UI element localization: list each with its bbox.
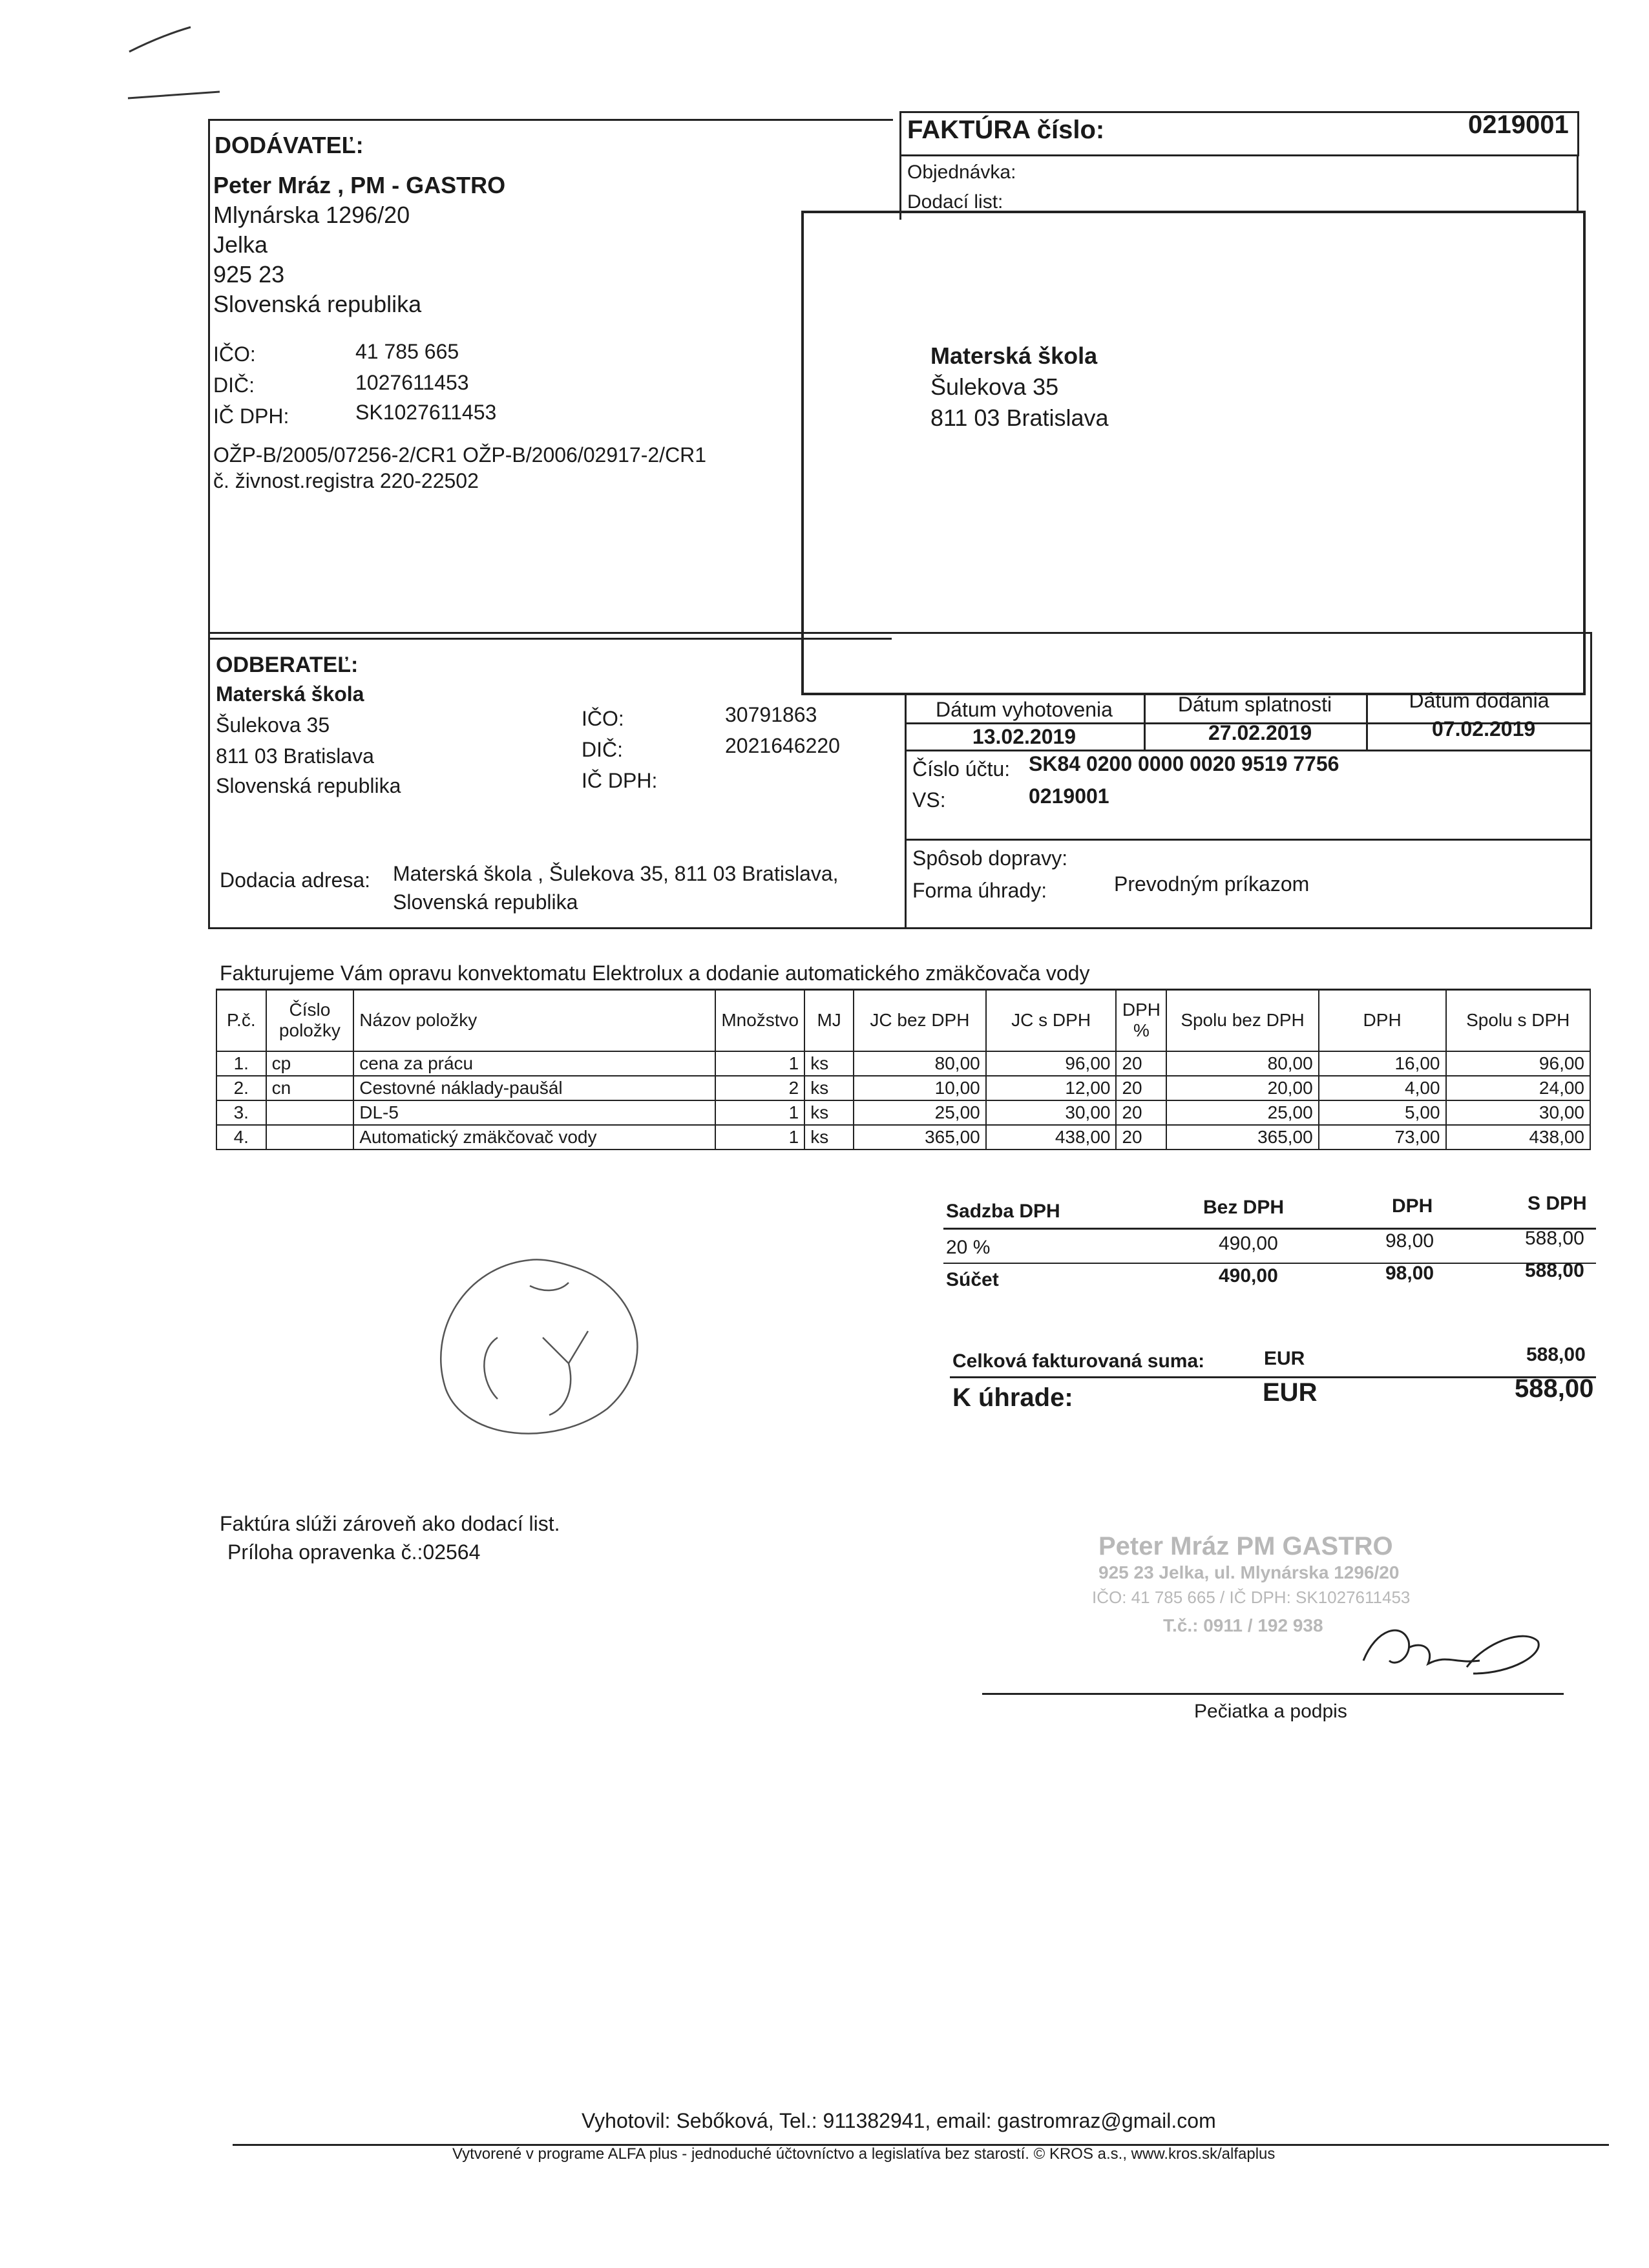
issued-date: 13.02.2019 (972, 725, 1077, 748)
col-jc-bez: JC bez DPH (854, 989, 986, 1051)
row-code: cp (266, 1051, 354, 1076)
customer-icdph-label: IČ DPH: (582, 769, 658, 792)
row-jc-s: 438,00 (986, 1125, 1117, 1150)
row-dph: 5,00 (1319, 1100, 1446, 1125)
stamp-line1: Peter Mráz PM GASTRO (1098, 1532, 1393, 1560)
delivery-address-line2: Slovenská republika (393, 890, 578, 914)
row-qty: 2 (715, 1076, 804, 1100)
row-spolu-s: 30,00 (1446, 1100, 1590, 1125)
vat-sum-dph: 98,00 (1385, 1263, 1434, 1284)
supplier-ico: 41 785 665 (355, 340, 459, 363)
payment-method: Prevodným príkazom (1114, 872, 1310, 896)
stamp-line4: T.č.: 0911 / 192 938 (1163, 1615, 1323, 1635)
row-name: Cestovné náklady-paušál (353, 1076, 715, 1100)
footer-software: Vytvorené v programe ALFA plus - jednoduché účtovníctvo a legislatíva bez starostí. © KROS a.s., www.kros.sk/alfaplus (452, 2145, 1276, 2163)
col-spolu-s: Spolu s DPH (1446, 989, 1590, 1051)
row-name: DL-5 (353, 1100, 715, 1125)
row-pct: 20 (1116, 1051, 1166, 1076)
row-code (266, 1100, 354, 1125)
row-pc: 3. (216, 1100, 266, 1125)
supplier-name: Peter Mráz , PM - GASTRO (213, 172, 506, 198)
pen-marks (116, 19, 246, 103)
row-qty: 1 (715, 1100, 804, 1125)
vat-sum-bez: 490,00 (1219, 1265, 1278, 1286)
delivery-address-label: Dodacia adresa: (220, 868, 371, 892)
vs-number: 0219001 (1029, 784, 1109, 808)
vat-s: 588,00 (1525, 1228, 1584, 1249)
total-currency: EUR (1264, 1348, 1305, 1369)
vat-sum-s: 588,00 (1525, 1260, 1584, 1281)
row-jc-s: 12,00 (986, 1076, 1117, 1100)
invoice-intro: Fakturujeme Vám opravu konvektomatu Elektrolux a dodanie automatického zmäkčovača vody (220, 961, 1090, 985)
row-pct: 20 (1116, 1076, 1166, 1100)
vat-rate: 20 % (946, 1237, 991, 1258)
col-qty: Množstvo (715, 989, 804, 1051)
row-jc-s: 96,00 (986, 1051, 1117, 1076)
supplier-trade-register: č. živnost.registra 220-22502 (213, 469, 479, 492)
row-pc: 2. (216, 1076, 266, 1100)
vat-sum-label: Súčet (946, 1269, 999, 1290)
customer-ico: 30791863 (725, 703, 817, 726)
row-spolu-bez: 25,00 (1166, 1100, 1318, 1125)
row-pc: 1. (216, 1051, 266, 1076)
supplier-city: Jelka (213, 231, 268, 258)
row-unit: ks (804, 1125, 854, 1150)
col-code: Číslo položky (266, 989, 354, 1051)
row-spolu-bez: 80,00 (1166, 1051, 1318, 1076)
total-amount: 588,00 (1526, 1344, 1586, 1365)
row-spolu-bez: 365,00 (1166, 1125, 1318, 1150)
recipient-street: Šulekova 35 (930, 373, 1059, 400)
col-unit: MJ (804, 989, 854, 1051)
delivery-date: 07.02.2019 (1432, 717, 1536, 740)
row-jc-bez: 25,00 (854, 1100, 986, 1125)
customer-street: Šulekova 35 (216, 713, 330, 737)
row-name: Automatický zmäkčovač vody (353, 1125, 715, 1150)
items-header-row (216, 989, 1590, 1051)
supplier-dic: 1027611453 (355, 371, 469, 394)
issued-date-label: Dátum vyhotovenia (936, 698, 1113, 721)
due-date: 27.02.2019 (1208, 721, 1312, 744)
due-date-label: Dátum splatnosti (1177, 693, 1332, 716)
row-pct: 20 (1116, 1100, 1166, 1125)
signature (1357, 1602, 1551, 1686)
total-label: Celková fakturovaná suma: (952, 1350, 1205, 1372)
stamp-line2: 925 23 Jelka, ul. Mlynárska 1296/20 (1098, 1562, 1400, 1582)
customer-country: Slovenská republika (216, 774, 401, 797)
table-row (216, 1100, 1590, 1125)
col-jc-s: JC s DPH (986, 989, 1117, 1051)
supplier-street: Mlynárska 1296/20 (213, 202, 410, 228)
col-dph: DPH (1319, 989, 1446, 1051)
row-name: cena za prácu (353, 1051, 715, 1076)
stamp-line3: IČO: 41 785 665 / IČ DPH: SK1027611453 (1092, 1588, 1411, 1607)
col-pc: P.č. (216, 989, 266, 1051)
customer-name: Materská škola (216, 682, 364, 706)
row-qty: 1 (715, 1125, 804, 1150)
recipient-name: Materská škola (930, 342, 1098, 369)
note-attachment: Príloha opravenka č.:02564 (227, 1540, 481, 1564)
supplier-permits: OŽP-B/2005/07256-2/CR1 OŽP-B/2006/02917-2/CR1 (213, 443, 707, 467)
row-dph: 16,00 (1319, 1051, 1446, 1076)
row-spolu-s: 96,00 (1446, 1051, 1590, 1076)
row-dph: 73,00 (1319, 1125, 1446, 1150)
footer-issued-by: Vyhotovil: Sebőková, Tel.: 911382941, email: gastromraz@gmail.com (582, 2109, 1216, 2132)
vat-bez-header: Bez DPH (1203, 1197, 1285, 1218)
supplier-icdph: SK1027611453 (355, 401, 497, 424)
row-spolu-s: 24,00 (1446, 1076, 1590, 1100)
account-label: Číslo účtu: (912, 757, 1011, 781)
supplier-heading: DODÁVATEĽ: (215, 132, 364, 158)
customer-dic: 2021646220 (725, 734, 840, 757)
delivery-address-line1: Materská škola , Šulekova 35, 811 03 Bratislava, (393, 862, 839, 885)
supplier-zip: 925 23 (213, 261, 285, 288)
supplier-dic-label: DIČ: (213, 373, 255, 397)
row-pct: 20 (1116, 1125, 1166, 1150)
handwritten-initials (414, 1234, 672, 1467)
order-label: Objednávka: (907, 162, 1016, 183)
supplier-icdph-label: IČ DPH: (213, 404, 289, 428)
row-spolu-s: 438,00 (1446, 1125, 1590, 1150)
col-dph-pct: DPH % (1116, 989, 1166, 1051)
row-unit: ks (804, 1051, 854, 1076)
vat-bez: 490,00 (1219, 1233, 1278, 1254)
amount-due-currency: EUR (1263, 1378, 1318, 1407)
row-spolu-bez: 20,00 (1166, 1076, 1318, 1100)
row-dph: 4,00 (1319, 1076, 1446, 1100)
row-jc-s: 30,00 (986, 1100, 1117, 1125)
vat-dph-header: DPH (1392, 1195, 1433, 1217)
recipient-city: 811 03 Bratislava (930, 404, 1109, 431)
row-code (266, 1125, 354, 1150)
table-row (216, 1125, 1590, 1150)
customer-heading: ODBERATEĽ: (216, 653, 359, 677)
row-jc-bez: 10,00 (854, 1076, 986, 1100)
account-number: SK84 0200 0000 0020 9519 7756 (1029, 752, 1339, 775)
row-code: cn (266, 1076, 354, 1100)
row-pc: 4. (216, 1125, 266, 1150)
amount-due-label: K úhrade: (952, 1383, 1073, 1412)
table-row (216, 1051, 1590, 1076)
amount-due: 588,00 (1515, 1374, 1594, 1403)
vat-s-header: S DPH (1528, 1193, 1587, 1214)
row-jc-bez: 365,00 (854, 1125, 986, 1150)
row-jc-bez: 80,00 (854, 1051, 986, 1076)
table-row (216, 1076, 1590, 1100)
payment-label: Forma úhrady: (912, 879, 1047, 902)
supplier-country: Slovenská republika (213, 291, 422, 317)
vs-label: VS: (912, 788, 946, 812)
note-delivery: Faktúra slúži zároveň ako dodací list. (220, 1512, 560, 1535)
invoice-number: 0219001 (1468, 110, 1569, 139)
delivery-date-label: Dátum dodania (1409, 689, 1549, 712)
customer-ico-label: IČO: (582, 707, 624, 730)
vat-dph: 98,00 (1385, 1230, 1434, 1252)
supplier-ico-label: IČO: (213, 342, 256, 366)
customer-city: 811 03 Bratislava (216, 744, 374, 768)
row-qty: 1 (715, 1051, 804, 1076)
vat-rate-header: Sadzba DPH (946, 1201, 1060, 1222)
col-name: Názov položky (353, 989, 715, 1051)
row-unit: ks (804, 1100, 854, 1125)
row-unit: ks (804, 1076, 854, 1100)
customer-dic-label: DIČ: (582, 738, 623, 761)
recipient-window (801, 211, 1586, 695)
signature-label: Pečiatka a podpis (1194, 1701, 1347, 1722)
col-spolu-bez: Spolu bez DPH (1166, 989, 1318, 1051)
items-table (216, 989, 1591, 1150)
transport-label: Spôsob dopravy: (912, 846, 1068, 870)
delivery-note-label: Dodací list: (907, 191, 1003, 213)
invoice-heading: FAKTÚRA číslo: (907, 116, 1105, 144)
